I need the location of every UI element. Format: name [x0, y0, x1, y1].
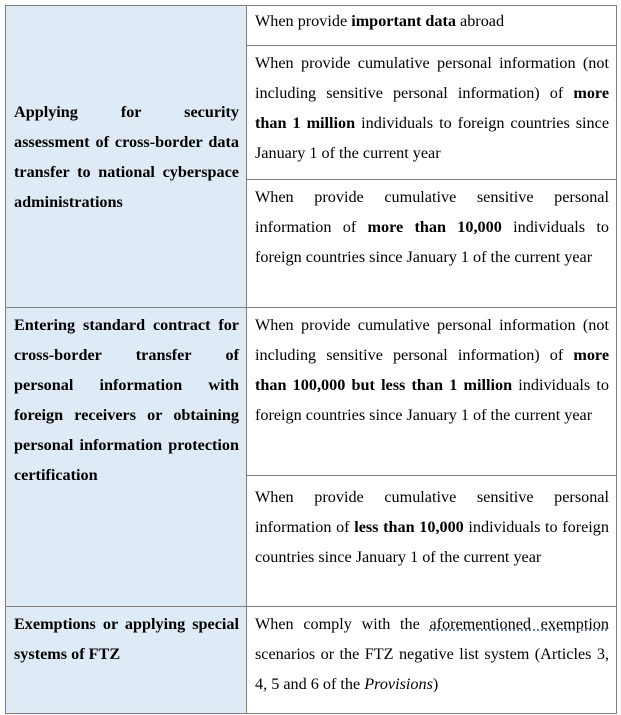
condition-threshold: important data	[351, 12, 456, 30]
condition-text: When provide cumulative sensitive personal information of	[255, 488, 609, 536]
category-cell-exemptions: Exemptions or applying special systems of FTZ	[6, 607, 247, 714]
condition-cell	[247, 6, 617, 46]
condition-text: )	[432, 675, 439, 693]
condition-text: individuals to foreign countries since January 1 of the current year	[255, 376, 609, 424]
condition-cell	[247, 46, 617, 180]
table-row	[6, 607, 617, 714]
condition-text: When provide cumulative sensitive personal information of	[255, 188, 609, 236]
condition-text: When comply with the	[255, 615, 430, 633]
provisions-reference: Provisions	[364, 675, 433, 693]
underlined-term: aforementioned exemption	[429, 615, 610, 633]
condition-threshold: more than 10,000	[367, 218, 502, 236]
condition-threshold: less than 10,000	[354, 518, 464, 536]
condition-cell	[247, 607, 617, 714]
condition-cell	[247, 180, 617, 308]
category-cell-standard-contract: Entering standard contract for cross-border transfer of personal information with foreign receivers or obtaining personal information protection certification	[6, 308, 247, 607]
condition-text: When provide cumulative personal information (not including sensitive personal information) of	[255, 54, 609, 102]
condition-text: individuals to foreign countries since January 1 of the current year	[255, 518, 609, 566]
category-cell-security-assessment: Applying for security assessment of cross-border data transfer to national cyberspace administrations	[6, 6, 247, 308]
table-row	[6, 6, 617, 46]
table-row	[6, 308, 617, 476]
condition-text: scenarios or the FTZ negative list system (Articles 3, 4, 5 and 6 of the	[255, 645, 609, 693]
condition-threshold: more than 1 million	[255, 84, 609, 132]
condition-text: When provide	[255, 12, 352, 30]
condition-cell	[247, 308, 617, 476]
cross-border-transfer-table	[5, 5, 617, 714]
condition-text: individuals to foreign countries since January 1 of the current year	[255, 218, 609, 266]
condition-text: When provide cumulative personal information (not including sensitive personal information) of	[255, 316, 609, 364]
condition-text: abroad	[455, 12, 505, 30]
condition-threshold: more than 100,000 but less than 1 million	[255, 346, 609, 394]
condition-cell	[247, 476, 617, 607]
condition-text: individuals to foreign countries since January 1 of the current year	[255, 114, 610, 162]
